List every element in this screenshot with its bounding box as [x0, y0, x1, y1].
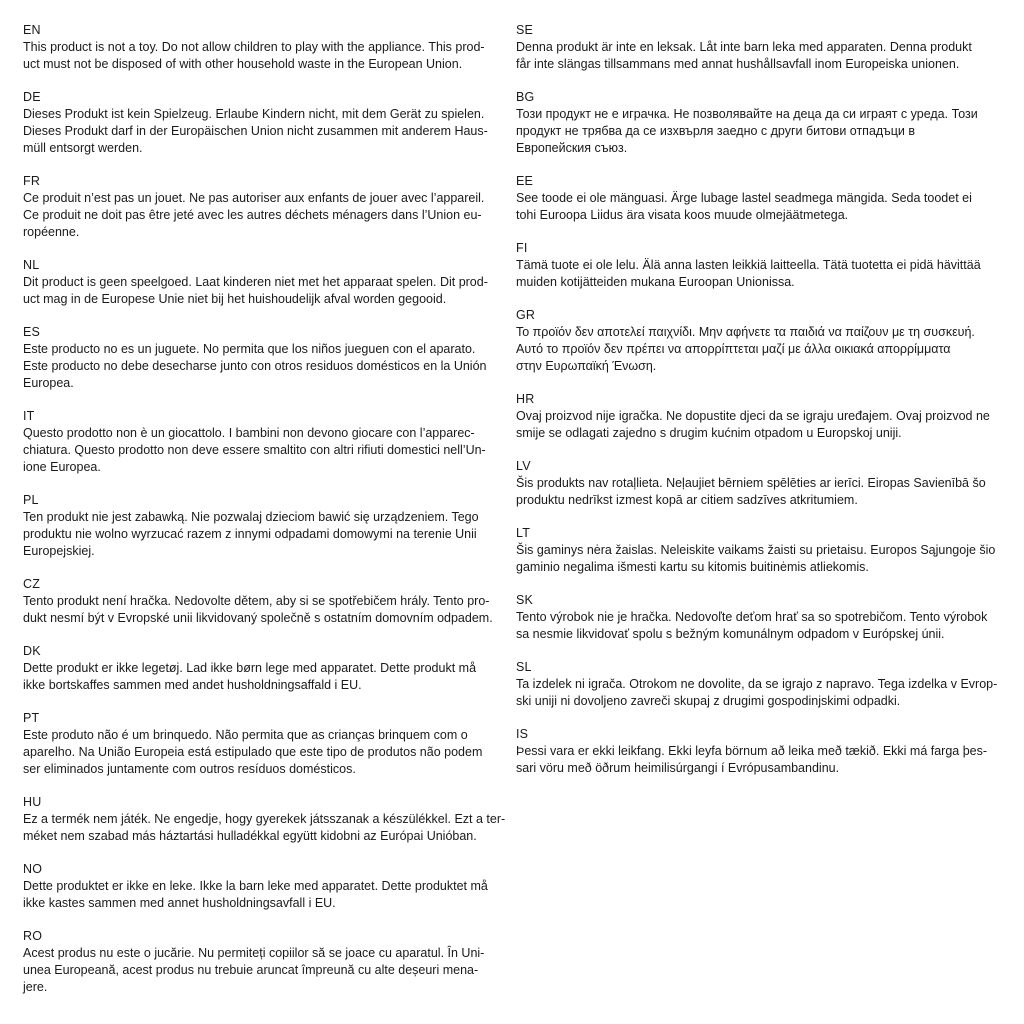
notice-line: Dieses Produkt darf in der Europäischen Union nicht zusammen mit anderem Haus-	[23, 124, 488, 138]
language-section-cz	[23, 576, 509, 627]
notice-line: ione Europea.	[23, 460, 101, 474]
notice-text	[516, 257, 1006, 291]
notice-text	[516, 542, 1006, 576]
notice-line: Ez a termék nem játék. Ne engedje, hogy gyerekek játsszanak a készülékkel. Ezt a ter-	[23, 812, 506, 826]
language-code: EN	[23, 23, 41, 37]
notice-text	[516, 743, 1006, 777]
language-code: FI	[516, 241, 528, 255]
language-section-de	[23, 89, 509, 157]
notice-line: méket nem szabad más háztartási hulladékkal együtt kidobni az Európai Unióban.	[23, 829, 477, 843]
notice-text	[23, 660, 509, 694]
language-section-pt	[23, 710, 509, 778]
notice-line: uct must not be disposed of with other household waste in the European Union.	[23, 57, 463, 71]
language-code: IS	[516, 727, 529, 741]
notice-line: Този продукт не е играчка. Не позволявайте на деца да си играят с уреда. Този	[516, 107, 978, 121]
notice-line: Este producto no es un juguete. No permita que los niños jueguen con el aparato.	[23, 342, 476, 356]
language-section-gr	[516, 307, 1006, 375]
notice-line: tohi Euroopa Liidus ära visata koos muude olmejäätmetega.	[516, 208, 849, 222]
notice-line: produktu nie wolno wyrzucać razem z innymi odpadami domowymi na terenie Unii	[23, 527, 477, 541]
notice-line: Tämä tuote ei ole lelu. Älä anna lasten leikkiä laitteella. Tätä tuotetta ei pidä hävittää	[516, 258, 981, 272]
notice-line: Europejskiej.	[23, 544, 95, 558]
language-section-sl	[516, 659, 1006, 710]
language-section-fr	[23, 173, 509, 241]
notice-line: produktu nedrīkst izmest kopā ar citiem sadzīves atkritumiem.	[516, 493, 858, 507]
notice-line: Tento produkt není hračka. Nedovolte dětem, aby si se spotřebičem hrály. Tento pro-	[23, 594, 490, 608]
notice-text	[516, 106, 1006, 157]
notice-line: This product is not a toy. Do not allow children to play with the appliance. This prod-	[23, 40, 485, 54]
notice-text	[23, 341, 509, 392]
language-code: LT	[516, 526, 531, 540]
notice-line: Acest produs nu este o jucărie. Nu permiteți copiilor să se joace cu aparatul. În Uni-	[23, 946, 485, 960]
notice-text	[516, 190, 1006, 224]
notice-text	[516, 324, 1006, 375]
notice-line: unea Europeană, acest produs nu trebuie aruncat împreună cu alte deșeuri mena-	[23, 963, 479, 977]
language-code: SL	[516, 660, 532, 674]
language-code: DE	[23, 90, 41, 104]
language-section-sk	[516, 592, 1006, 643]
language-section-is	[516, 726, 1006, 777]
notice-line: sari vöru með öðrum heimilisúrgangi í Evrópusambandinu.	[516, 761, 840, 775]
notice-line: Šis produkts nav rotaļlieta. Neļaujiet bērniem spēlēties ar ierīci. Eiropas Savienībā šo	[516, 476, 986, 490]
language-section-es	[23, 324, 509, 392]
language-code: BG	[516, 90, 535, 104]
language-section-nl	[23, 257, 509, 308]
language-code: NO	[23, 862, 43, 876]
notice-line: chiatura. Questo prodotto non deve essere smaltito con altri rifiuti domestici nell’Un-	[23, 443, 486, 457]
notice-text	[23, 509, 509, 560]
language-code: DK	[23, 644, 41, 658]
notice-line: gaminio negalima išmesti kartu su kitomis buitinėmis atliekomis.	[516, 560, 869, 574]
notice-text	[516, 609, 1006, 643]
language-code: SK	[516, 593, 534, 607]
language-section-lv	[516, 458, 1006, 509]
notice-line: Tento výrobok nie je hračka. Nedovoľte deťom hrať sa so spotrebičom. Tento výrobok	[516, 610, 988, 624]
language-section-dk	[23, 643, 509, 694]
notice-line: ski uniji ni dovoljeno zavreči skupaj z drugimi gospodinjskimi odpadki.	[516, 694, 901, 708]
language-section-hr	[516, 391, 1006, 442]
notice-line: Dit product is geen speelgoed. Laat kinderen niet met het apparaat spelen. Dit prod-	[23, 275, 488, 289]
notice-line: Šis gaminys nėra žaislas. Neleiskite vaikams žaisti su prietaisu. Europos Sąjungoje šio	[516, 543, 996, 557]
notice-line: Dette produkt er ikke legetøj. Lad ikke børn lege med apparatet. Dette produkt må	[23, 661, 477, 675]
notice-line: aparelho. Na União Europeia está estipulado que este tipo de produtos não podem	[23, 745, 483, 759]
notice-text	[516, 408, 1006, 442]
language-code: EE	[516, 174, 534, 188]
language-code: PT	[23, 711, 40, 725]
language-section-hu	[23, 794, 509, 845]
notice-text	[23, 811, 509, 845]
notice-text	[516, 39, 1006, 73]
notice-text	[23, 425, 509, 476]
notice-line: See toode ei ole mänguasi. Ärge lubage lastel seadmega mängida. Seda toodet ei	[516, 191, 972, 205]
notice-line: ropéenne.	[23, 225, 80, 239]
notice-line: στην Ευρωπαϊκή Ένωση.	[516, 359, 657, 373]
language-code: RO	[23, 929, 43, 943]
notice-text	[23, 39, 509, 73]
notice-line: sa nesmie likvidovať spolu s bežným komunálnym odpadom v Európskej únii.	[516, 627, 945, 641]
notice-line: Dieses Produkt ist kein Spielzeug. Erlaube Kindern nicht, mit dem Gerät zu spielen.	[23, 107, 485, 121]
notice-line: Το προϊόν δεν αποτελεί παιχνίδι. Μην αφήνετε τα παιδιά να παίζουν με τη συσκευή.	[516, 325, 975, 339]
language-code: HR	[516, 392, 535, 406]
language-section-lt	[516, 525, 1006, 576]
notice-line: ikke bortskaffes sammen med andet husholdningsaffald i EU.	[23, 678, 362, 692]
language-code: ES	[23, 325, 41, 339]
notice-line: Европейския съюз.	[516, 141, 628, 155]
language-section-en	[23, 22, 509, 73]
language-code: SE	[516, 23, 534, 37]
notice-line: Questo prodotto non è un giocattolo. I bambini non devono giocare con l’apparec-	[23, 426, 475, 440]
language-code: HU	[23, 795, 42, 809]
notice-line: müll entsorgt werden.	[23, 141, 143, 155]
language-code: GR	[516, 308, 536, 322]
notice-line: Ta izdelek ni igrača. Otrokom ne dovolite, da se igrajo z napravo. Tega izdelka v Evrop-	[516, 677, 998, 691]
notice-text	[23, 727, 509, 778]
notice-text	[23, 274, 509, 308]
language-code: NL	[23, 258, 40, 272]
notice-line: muiden kotijätteiden mukana Euroopan Unionissa.	[516, 275, 795, 289]
language-code: FR	[23, 174, 41, 188]
notice-line: smije se odlagati zajedno s drugim kućnim otpadom u Europskoj uniji.	[516, 426, 902, 440]
notice-line: Este produto não é um brinquedo. Não permita que as crianças brinquem com o	[23, 728, 468, 742]
notice-line: Ten produkt nie jest zabawką. Nie pozwalaj dzieciom bawić się urządzeniem. Tego	[23, 510, 479, 524]
notice-line: Europea.	[23, 376, 74, 390]
notice-text	[516, 475, 1006, 509]
language-code: IT	[23, 409, 35, 423]
notice-text	[23, 106, 509, 157]
notice-line: Ovaj proizvod nije igračka. Ne dopustite djeci da se igraju uređajem. Ovaj proizvod ne	[516, 409, 990, 423]
language-section-ro	[23, 928, 509, 996]
notice-line: uct mag in de Europese Unie niet bij het huishoudelijk afval worden gegooid.	[23, 292, 447, 306]
notice-text	[23, 593, 509, 627]
notice-line: Este producto no debe desecharse junto con otros residuos domésticos en la Unión	[23, 359, 487, 373]
notice-line: продукт не трябва да се изхвърля заедно с други битови отпадъци в	[516, 124, 915, 138]
notice-line: får inte slängas tillsammans med annat hushållsavfall inom Europeiska unionen.	[516, 57, 960, 71]
left-column	[23, 22, 509, 996]
notice-text	[23, 878, 509, 912]
notice-line: ikke kastes sammen med annet husholdningsavfall i EU.	[23, 896, 336, 910]
language-section-se	[516, 22, 1006, 73]
language-code: LV	[516, 459, 531, 473]
language-section-ee	[516, 173, 1006, 224]
language-section-pl	[23, 492, 509, 560]
language-section-fi	[516, 240, 1006, 291]
language-section-bg	[516, 89, 1006, 157]
notice-line: dukt nesmí být v Evropské unii likvidovaný společně s ostatním domovním odpadem.	[23, 611, 493, 625]
language-code: CZ	[23, 577, 41, 591]
language-section-it	[23, 408, 509, 476]
notice-line: jere.	[23, 980, 48, 994]
notice-line: Þessi vara er ekki leikfang. Ekki leyfa börnum að leika með tækið. Ekki má farga þes-	[516, 744, 988, 758]
notice-text	[23, 190, 509, 241]
notice-line: Αυτό το προϊόν δεν πρέπει να απορρίπτεται μαζί με άλλα οικιακά απορρίμματα	[516, 342, 951, 356]
right-column	[516, 22, 1006, 777]
language-code: PL	[23, 493, 39, 507]
notice-text	[23, 945, 509, 996]
notice-line: Ce produit n’est pas un jouet. Ne pas autoriser aux enfants de jouer avec l’appareil.	[23, 191, 485, 205]
notice-line: Dette produktet er ikke en leke. Ikke la barn leke med apparatet. Dette produktet må	[23, 879, 488, 893]
language-section-no	[23, 861, 509, 912]
notice-line: Ce produit ne doit pas être jeté avec les autres déchets ménagers dans l’Union eu-	[23, 208, 482, 222]
notice-line: Denna produkt är inte en leksak. Låt inte barn leka med apparaten. Denna produkt	[516, 40, 972, 54]
notice-line: ser eliminados juntamente com outros resíduos domésticos.	[23, 762, 356, 776]
notice-text	[516, 676, 1006, 710]
